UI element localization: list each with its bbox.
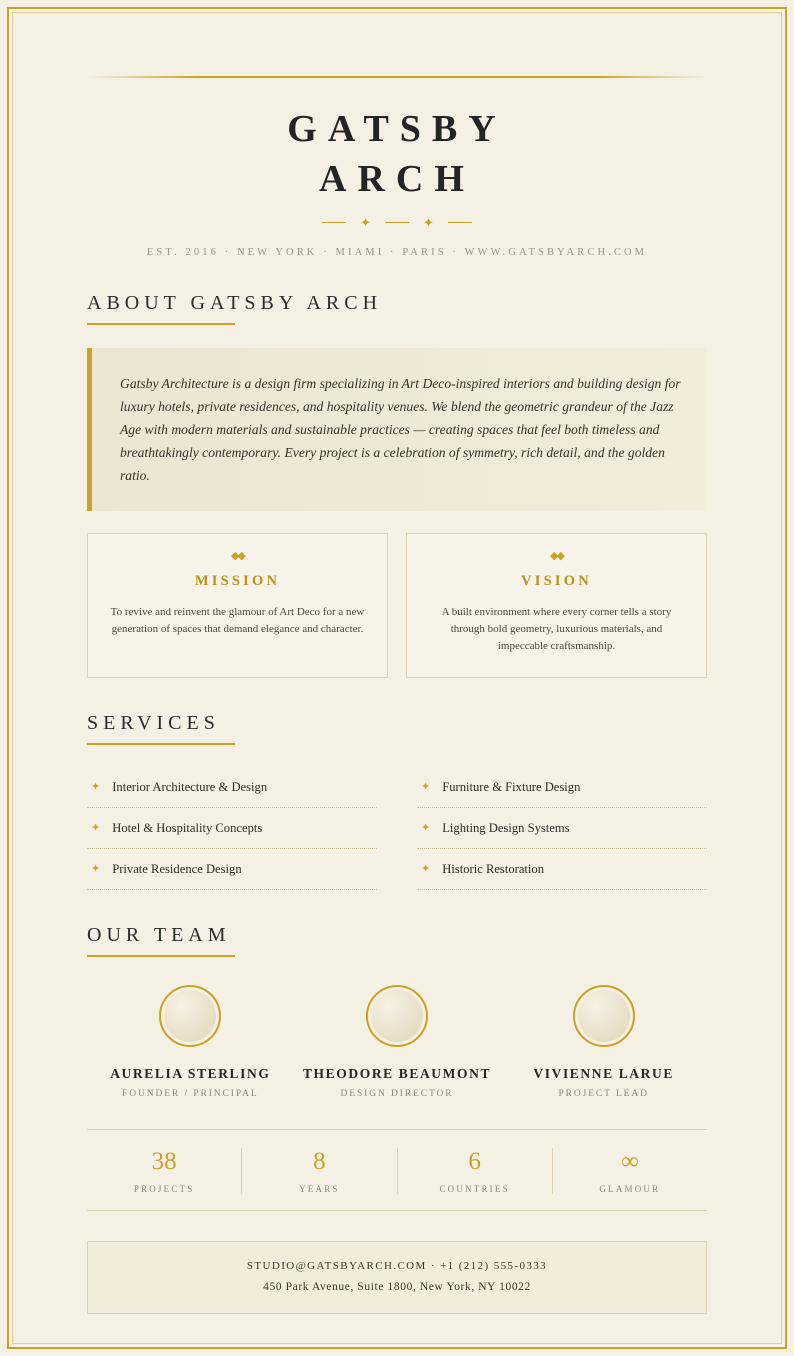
member-name: AURELIA STERLING [110, 1066, 271, 1081]
avatar [573, 985, 635, 1047]
footer-contact-line: STUDIO@GATSBYARCH.COM · +1 (212) 555-0333 [246, 1260, 548, 1272]
member-name: VIVIENNE LARUE [533, 1066, 674, 1081]
team-member [87, 985, 294, 1099]
header-top-rule [87, 76, 707, 78]
list-item [417, 767, 707, 808]
stat-glamour [553, 1148, 707, 1194]
star-icon: ✦ [360, 215, 371, 230]
star-bullet-icon: ✦ [421, 863, 431, 875]
star-bullet-icon: ✦ [91, 822, 101, 834]
diamond-icon: ◆◆ [550, 550, 563, 562]
about-heading: ABOUT GATSBY ARCH [87, 292, 383, 314]
stat-label: PROJECTS [133, 1184, 195, 1194]
list-item [87, 767, 377, 808]
brand-meta-line: EST. 2016 · NEW YORK · MIAMI · PARIS · WWW.GATSBYARCH.COM [146, 247, 648, 258]
member-role: PROJECT LEAD [558, 1089, 649, 1099]
diamond-icon: ◆◆ [231, 550, 244, 562]
team-row [87, 985, 707, 1099]
star-icon: ✦ [423, 215, 434, 230]
list-item [417, 849, 707, 890]
dash-icon [322, 222, 346, 223]
stat-label: YEARS [299, 1184, 340, 1194]
member-role: FOUNDER / PRINCIPAL [122, 1089, 259, 1099]
footer-contact-block [87, 1241, 707, 1314]
title-line-1: GATSBY [287, 108, 507, 150]
mission-card [87, 533, 388, 678]
vision-body: A built environment where every corner tells a story through bold geometry, luxurious materials, and impeccable craftsmanship. [441, 606, 672, 652]
mission-body: To revive and reinvent the glamour of Art Deco for a new generation of spaces that demand elegance and character. [110, 606, 365, 635]
footer-address-line: 450 Park Avenue, Suite 1800, New York, NY 10022 [263, 1281, 531, 1293]
services-grid [87, 767, 707, 890]
list-item [417, 808, 707, 849]
avatar [159, 985, 221, 1047]
services-column-right [417, 767, 707, 890]
service-label: Furniture & Fixture Design [442, 780, 581, 794]
stats-row [87, 1129, 707, 1211]
services-column-left [87, 767, 377, 890]
stat-value: 6 [468, 1148, 481, 1175]
star-bullet-icon: ✦ [421, 822, 431, 834]
star-bullet-icon: ✦ [91, 781, 101, 793]
dash-icon [385, 222, 409, 223]
team-member [500, 985, 707, 1099]
avatar [366, 985, 428, 1047]
stat-label: COUNTRIES [439, 1184, 510, 1194]
content-column [87, 0, 707, 1314]
team-heading-rule [87, 955, 235, 957]
service-label: Lighting Design Systems [442, 821, 570, 835]
service-label: Private Residence Design [112, 862, 242, 876]
services-heading-rule [87, 743, 235, 745]
header-ornament-divider [87, 216, 707, 229]
about-heading-rule [87, 323, 235, 325]
star-bullet-icon: ✦ [91, 863, 101, 875]
stat-label: GLAMOUR [599, 1184, 661, 1194]
stat-countries [398, 1148, 553, 1194]
services-heading: SERVICES [87, 712, 220, 734]
stat-years [242, 1148, 397, 1194]
title-line-2: ARCH [319, 158, 475, 200]
mission-title: MISSION [194, 573, 281, 589]
team-heading: OUR TEAM [87, 924, 231, 946]
member-role: DESIGN DIRECTOR [340, 1089, 454, 1099]
stat-projects [87, 1148, 242, 1194]
list-item [87, 808, 377, 849]
page-title [87, 104, 707, 204]
stat-value: ∞ [620, 1148, 639, 1175]
service-label: Hotel & Hospitality Concepts [112, 821, 263, 835]
star-bullet-icon: ✦ [421, 781, 431, 793]
about-block [87, 348, 707, 511]
team-member [294, 985, 501, 1099]
vision-card [406, 533, 707, 678]
service-label: Interior Architecture & Design [112, 780, 268, 794]
mission-vision-row [87, 533, 707, 678]
stat-value: 8 [313, 1148, 326, 1175]
stat-value: 38 [151, 1148, 177, 1175]
vision-title: VISION [521, 573, 592, 589]
list-item [87, 849, 377, 890]
member-name: THEODORE BEAUMONT [302, 1066, 492, 1081]
about-body: Gatsby Architecture is a design firm specializing in Art Deco-inspired interiors and building design for luxury hotels, private residences, and hospitality venues. We blend the geometric grandeur of the Jazz Age with modern materials and sustainable practices — creating spaces that feel both timeless and breathtakingly contemporary. Every project is a celebration of symmetry, rich detail, and the golden ratio. [120, 376, 681, 483]
service-label: Historic Restoration [442, 862, 545, 876]
dash-icon [448, 222, 472, 223]
